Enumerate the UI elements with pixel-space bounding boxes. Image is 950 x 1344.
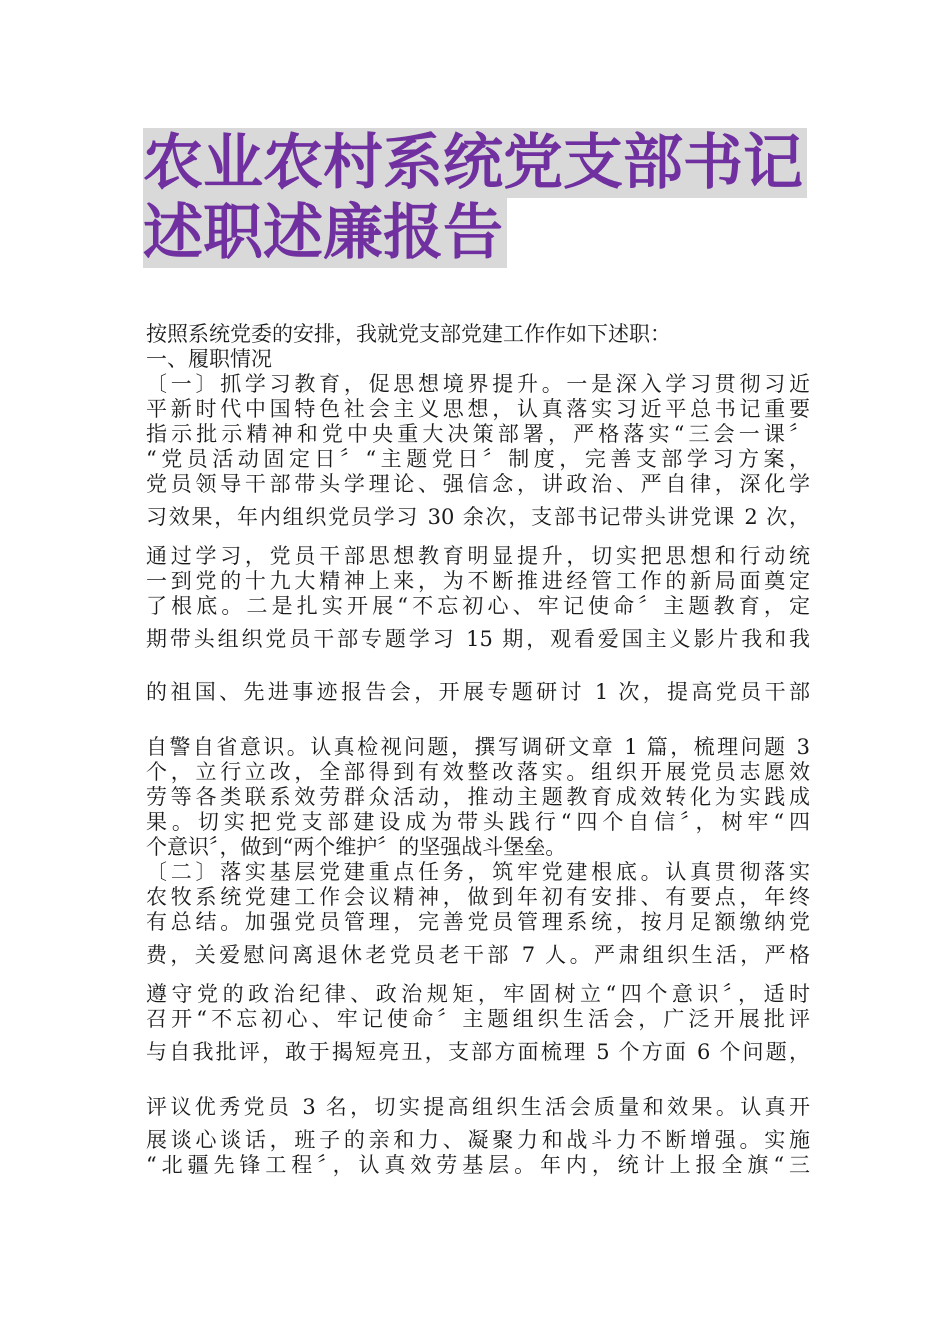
body-line: 展谈心谈话，班子的亲和力、凝聚力和战斗力不断增强。实施: [146, 1128, 810, 1152]
body-line: 劳等各类联系效劳群众活动，推动主题教育成效转化为实践成: [146, 785, 810, 809]
body-line: 〔一〕抓学习教育，促思想境界提升。一是深入学习贯彻习近: [146, 372, 810, 396]
body-line: 了根底。二是扎实开展“不忘初心、牢记使命〞主题教育，定: [146, 594, 810, 618]
body-line: “北疆先锋工程〞，认真效劳基层。年内，统计上报全旗“三: [146, 1153, 810, 1177]
body-line: 期带头组织党员干部专题学习 15 期，观看爱国主义影片我和我: [146, 627, 810, 651]
body-line: 与自我批评，敢于揭短亮丑，支部方面梳理 5 个方面 6 个问题，: [146, 1040, 810, 1064]
section-heading: 一、履职情况: [146, 347, 272, 371]
body-line: “党员活动固定日〞“主题党日〞制度，完善支部学习方案，: [146, 447, 810, 471]
body-line: 〔二〕落实基层党建重点任务，筑牢党建根底。认真贯彻落实: [146, 860, 810, 884]
body-line: 农牧系统党建工作会议精神，做到年初有安排、有要点，年终: [146, 885, 810, 909]
body-line: 通过学习，党员干部思想教育明显提升，切实把思想和行动统: [146, 544, 810, 568]
body-line: 遵守党的政治纪律、政治规矩，牢固树立“四个意识〞，适时: [146, 982, 810, 1006]
body-line: 有总结。加强党员管理，完善党员管理系统，按月足额缴纳党: [146, 910, 810, 934]
body-line: 召开“不忘初心、牢记使命〞主题组织生活会，广泛开展批评: [146, 1007, 810, 1031]
body-line: 按照系统党委的安排，我就党支部党建工作作如下述职：: [146, 322, 671, 346]
body-line: 个，立行立改，全部得到有效整改落实。组织开展党员志愿效: [146, 760, 810, 784]
body-line: 自警自省意识。认真检视问题，撰写调研文章 1 篇，梳理问题 3: [146, 735, 810, 759]
body-line: 习效果，年内组织党员学习 30 余次，支部书记带头讲党课 2 次，: [146, 505, 810, 529]
document-body: [146, 322, 810, 1178]
body-line: 果。切实把党支部建设成为带头践行“四个自信〞，树牢“四: [146, 810, 810, 834]
body-line: 评议优秀党员 3 名，切实提高组织生活会质量和效果。认真开: [146, 1095, 810, 1119]
document-title: [143, 128, 823, 268]
title-line-2: 述职述廉报告: [143, 198, 507, 268]
body-line: 党员领导干部带头学理论、强信念，讲政治、严自律，深化学: [146, 472, 810, 496]
body-line: 一到党的十九大精神上来，为不断推进经管工作的新局面奠定: [146, 569, 810, 593]
body-line: 的祖国、先进事迹报告会，开展专题研讨 1 次，提高党员干部: [146, 680, 810, 704]
body-line: 平新时代中国特色社会主义思想，认真落实习近平总书记重要: [146, 397, 810, 421]
body-line: 个意识〞，做到“两个维护〞的坚强战斗堡垒。: [146, 835, 567, 859]
body-line: 指示批示精神和党中央重大决策部署，严格落实“三会一课〞: [146, 422, 810, 446]
title-line-1: 农业农村系统党支部书记: [143, 128, 807, 198]
body-line: 费，关爱慰问离退休老党员老干部 7 人。严肃组织生活，严格: [146, 943, 810, 967]
